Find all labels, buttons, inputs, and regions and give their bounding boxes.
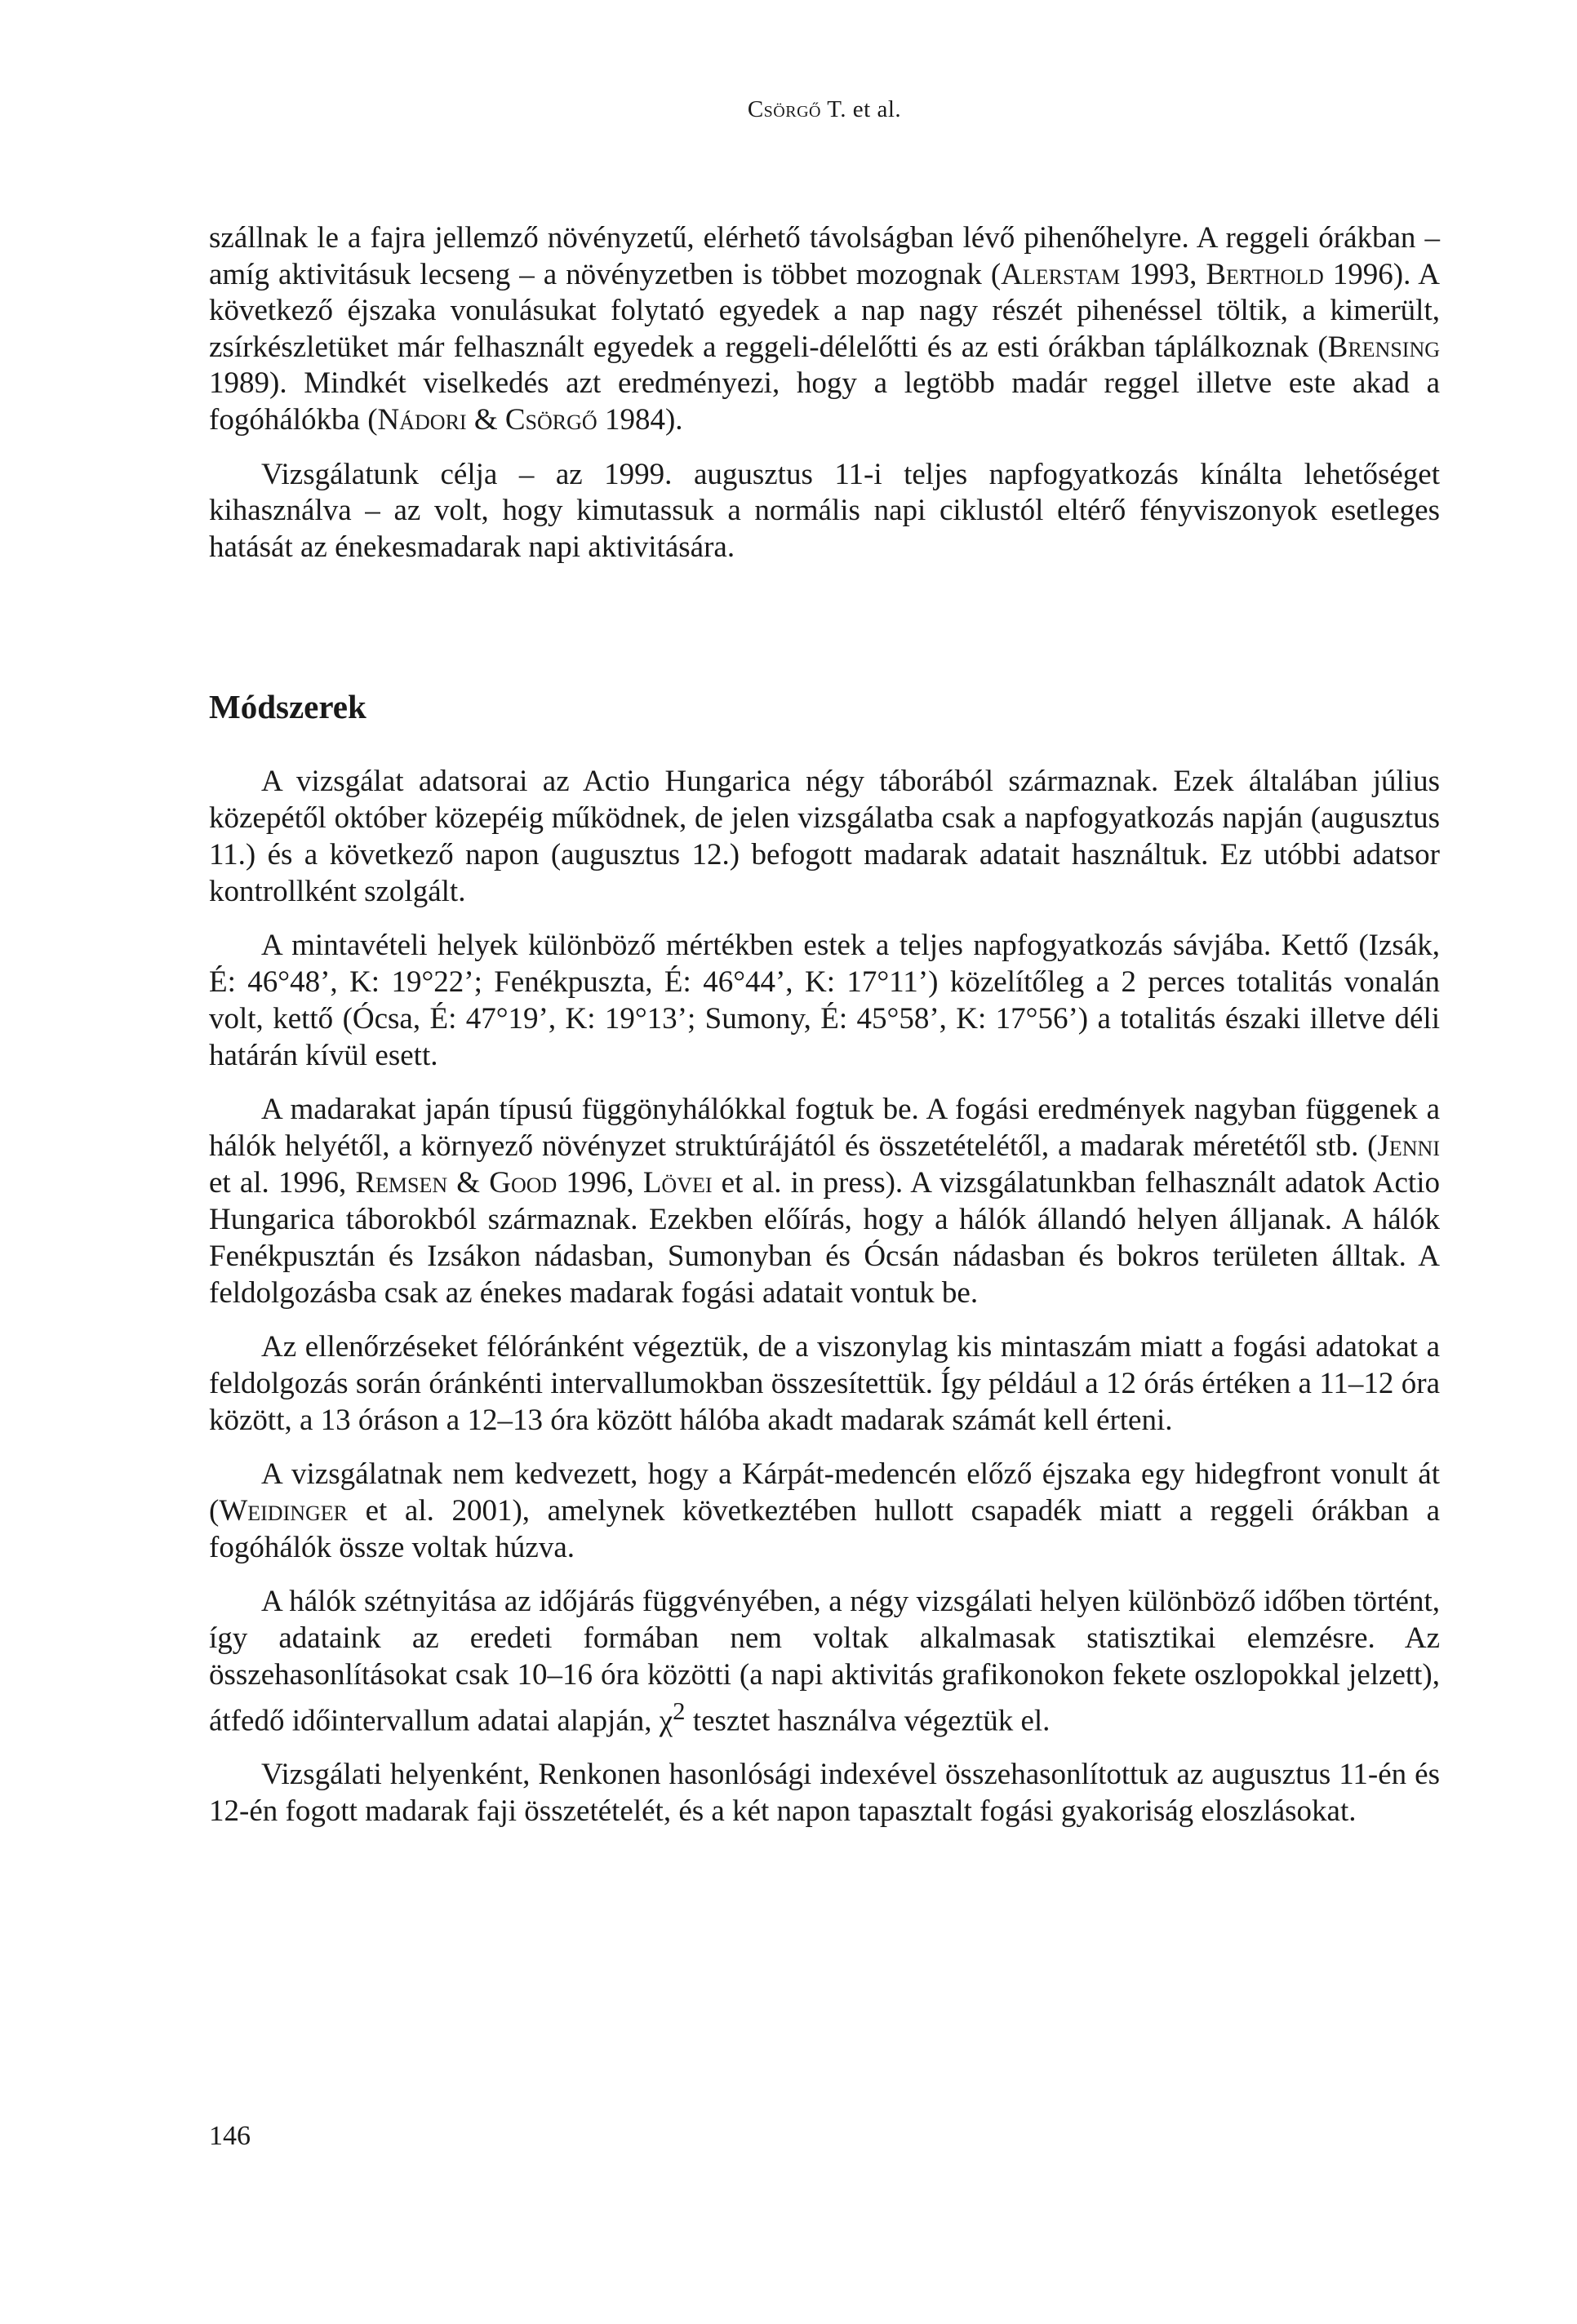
author-citation: Brensing: [1327, 330, 1440, 364]
running-head-rest: T. et al.: [820, 96, 902, 122]
methods-paragraph-4: Az ellenőrzéseket félóránként végeztük, de a viszonylag kis mintaszám miatt a fogási adatokat a feldolgozás során óránkénti intervallumokban összesítettük. Így például a 12 órás értéken a 11–12 óra között, a 13 óráson a 12–13 óra között hálóba akadt madarak számát kell érteni.: [209, 1330, 1440, 1437]
methods-paragraph-1: A vizsgálat adatsorai az Actio Hungarica négy táborából származnak. Ezek általában július közepétől október közepéig működnek, de jelen vizsgálatba csak a napfogyatkozás napján (augusztus 11.) és a következő napon (augusztus 12.) befogott madarak adatait használtuk. Ez utóbbi adatsor kontrollként szolgált.: [209, 765, 1440, 908]
running-head-author: Csörgő: [747, 96, 821, 122]
intro-paragraph-2: Vizsgálatunk célja – az 1999. augusztus 11-i teljes napfogyatkozás kínálta lehetőséget kihasználva – az volt, hogy kimutassuk a normális napi ciklustól eltérő fényviszonyok esetleges hatását az énekesmadarak napi aktivitására.: [209, 457, 1440, 564]
author-citation: Berthold: [1206, 257, 1324, 291]
author-citation: Weidinger: [219, 1494, 349, 1528]
author-citation: Nádori: [377, 402, 467, 437]
intro-paragraph-1: szállnak le a fajra jellemző növényzetű, elérhető távolságban lévő pihenőhelyre. A reggeli órákban – amíg aktivitásuk lecseng – a növényzetben is többet mozognak (Alerstam 1993, Berthold 1996). A következő éjszaka vonulásukat folytató egyedek a nap nagy részét pihenéssel töltik, a kimerült, zsírkészletüket már felhasznált egyedek a reggeli-délelőtti és az esti órákban táplálkoznak (Brensing 1989). Mindkét viselkedés azt eredményezi, hogy a legtöbb madár reggel illetve este akad a fogóhálókba (Nádori & Csörgő 1984).: [209, 221, 1440, 437]
author-citation: Remsen: [355, 1166, 448, 1200]
intro-text: [209, 220, 1440, 565]
page-number: 146: [209, 2121, 251, 2151]
methods-paragraph-5: A vizsgálatnak nem kedvezett, hogy a Kárpát-medencén előző éjszaka egy hidegfront vonult át (Weidinger et al. 2001), amelynek következtében hullott csapadék miatt a reggeli órákban a fogóhálók össze voltak húzva.: [209, 1457, 1440, 1564]
section-heading-methods: Módszerek: [209, 688, 366, 725]
author-citation: Good: [489, 1166, 558, 1200]
author-citation: Alerstam: [1001, 257, 1121, 291]
methods-text: [209, 763, 1440, 1829]
author-citation: Jenni: [1377, 1129, 1440, 1163]
chi-exponent: 2: [673, 1697, 686, 1725]
methods-paragraph-7: Vizsgálati helyenként, Renkonen hasonlósági indexével összehasonlítottuk az augusztus 11-én és 12-én fogott madarak faji összetételét, és a két napon tapasztalt fogási gyakoriság eloszlásokat.: [209, 1758, 1440, 1829]
chi-symbol: χ: [659, 1704, 673, 1738]
methods-paragraph-6: A hálók szétnyitása az időjárás függvényében, a négy vizsgálati helyen különböző időben történt, így adataink az eredeti formában nem voltak alkalmasak statisztikai elemzésre. Az összehasonlításokat csak 10–16 óra közötti (a napi aktivitás grafikonokon fekete oszlopokkal jelzett), átfedő időintervallum adatai alapján, $\chi^2$ tesztet használva végeztük el.: [209, 1585, 1440, 1738]
methods-paragraph-2: A mintavételi helyek különböző mértékben estek a teljes napfogyatkozás sávjába. Kettő (Izsák, É: 46°48’, K: 19°22’; Fenékpuszta, É: 46°44’, K: 17°11’) közelítőleg a 2 perces totalitás vonalán volt, kettő (Ócsa, É: 47°19’, K: 19°13’; Sumony, É: 45°58’, K: 17°56’) a totalitás északi illetve déli határán kívül esett.: [209, 929, 1440, 1072]
running-head: [209, 96, 1440, 123]
author-citation: Lövei: [642, 1166, 713, 1200]
author-citation: Csörgő: [504, 402, 597, 437]
methods-paragraph-3: A madarakat japán típusú függönyhálókkal fogtuk be. A fogási eredmények nagyban függenek a hálók helyétől, a környező növényzet struktúrájától és összetételétől, a madarak méretétől stb. (Jenni et al. 1996, Remsen & Good 1996, Lövei et al. in press). A vizsgálatunkban felhasznált adatok Actio Hungarica táborokból származnak. Ezekben előírás, hogy a hálók állandó helyen álljanak. A hálók Fenékpusztán és Izsákon nádasban, Sumonyban és Ócsán nádasban és bokros területen álltak. A feldolgozásba csak az énekes madarak fogási adatait vontuk be.: [209, 1093, 1440, 1310]
